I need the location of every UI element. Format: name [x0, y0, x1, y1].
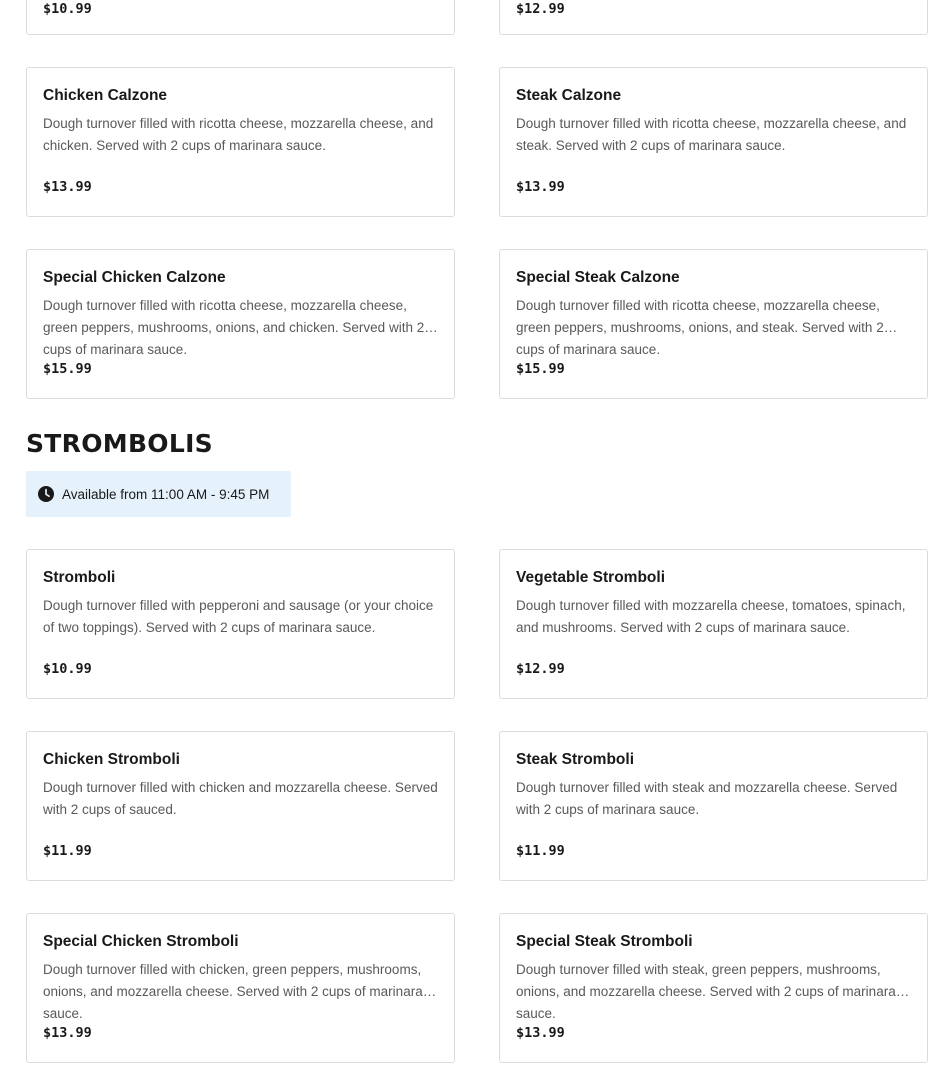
item-description: Dough turnover filled with steak, green peppers, mushrooms, onions, and mozzarella cheese. Served with 2 cups of marinara sauce. — [516, 962, 896, 1021]
item-description: Dough turnover filled with steak and mozzarella cheese. Served with 2 cups of marinara sauce. — [516, 780, 898, 817]
item-description: Dough turnover filled with chicken and mozzarella cheese. Served with 2 cups of sauced. — [43, 780, 438, 817]
item-description: Dough turnover filled with pepperoni and sausage (or your choice of two toppings). Served with 2 cups of marinara sauce. — [43, 598, 434, 635]
item-price: $15.99 — [516, 361, 565, 377]
menu-item-card[interactable] — [26, 67, 455, 217]
menu-item-card[interactable] — [499, 249, 928, 399]
clock-icon — [38, 486, 54, 502]
availability-text: Available from 11:00 AM - 9:45 PM — [62, 486, 270, 502]
item-price: $10.99 — [43, 661, 92, 677]
item-description: Dough turnover filled with ricotta cheese, mozzarella cheese, green peppers, mushrooms, onions, and steak. Served with 2 cups of marinara sauce. — [516, 298, 884, 357]
item-price: $13.99 — [516, 1025, 565, 1041]
menu-item-card[interactable] — [499, 0, 928, 35]
item-name: Stromboli — [43, 569, 116, 586]
menu-item-card[interactable] — [26, 731, 455, 881]
menu-item-card[interactable] — [499, 913, 928, 1063]
menu-item-card[interactable] — [26, 0, 455, 35]
item-price: $13.99 — [516, 179, 565, 195]
item-description: Dough turnover filled with ricotta cheese, mozzarella cheese, and chicken. Served with 2 cups of marinara sauce. — [43, 116, 434, 153]
item-name: Chicken Calzone — [43, 87, 168, 104]
item-name: Steak Calzone — [516, 87, 622, 104]
item-price: $13.99 — [43, 1025, 92, 1041]
menu-item-card[interactable] — [26, 913, 455, 1063]
item-name: Steak Stromboli — [516, 751, 634, 768]
item-price: $10.99 — [43, 1, 92, 17]
item-name: Special Chicken Stromboli — [43, 933, 239, 950]
item-price: $15.99 — [43, 361, 92, 377]
item-description: Dough turnover filled with chicken, green peppers, mushrooms, onions, and mozzarella cheese. Served with 2 cups of marinara sauce. — [43, 962, 423, 1021]
item-price: $13.99 — [43, 179, 92, 195]
menu-item-card[interactable] — [26, 249, 455, 399]
item-price: $12.99 — [516, 1, 565, 17]
item-description: Dough turnover filled with ricotta cheese, mozzarella cheese, and steak. Served with 2 cups of marinara sauce. — [516, 116, 907, 153]
item-name: Vegetable Stromboli — [516, 569, 666, 586]
item-price: $11.99 — [43, 843, 92, 859]
item-name: Chicken Stromboli — [43, 751, 180, 768]
item-price: $11.99 — [516, 843, 565, 859]
item-description: Dough turnover filled with ricotta cheese, mozzarella cheese, green peppers, mushrooms, onions, and chicken. Served with 2 cups of marinara sauce. — [43, 298, 425, 357]
availability-badge — [26, 471, 291, 517]
item-price: $12.99 — [516, 661, 565, 677]
item-name: Special Steak Calzone — [516, 269, 680, 286]
item-name: Special Chicken Calzone — [43, 269, 226, 286]
menu-item-card[interactable] — [499, 67, 928, 217]
item-name: Special Steak Stromboli — [516, 933, 693, 950]
menu-item-card[interactable] — [499, 731, 928, 881]
section-title: STROMBOLIS — [26, 429, 213, 458]
item-description: Dough turnover filled with mozzarella cheese, tomatoes, spinach, and mushrooms. Served with 2 cups of marinara sauce. — [516, 598, 906, 635]
menu-item-card[interactable] — [26, 549, 455, 699]
menu-item-card[interactable] — [499, 549, 928, 699]
